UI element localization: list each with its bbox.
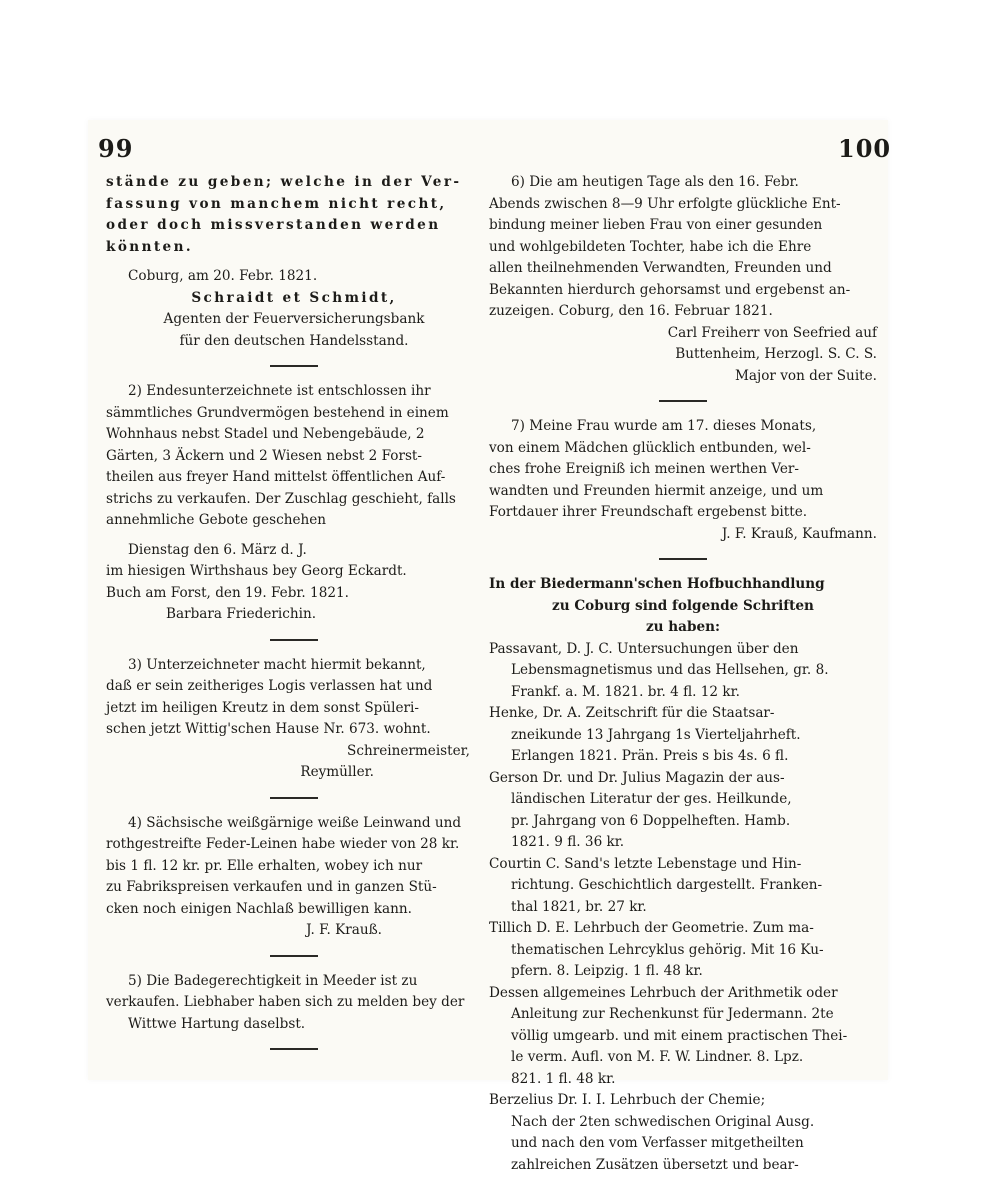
text-line: Fortdauer ihrer Freundschaft ergebenst bitte. (489, 504, 808, 520)
book-line: völlig umgearb. und mit einem practischen Thei- (511, 1027, 848, 1044)
signature: Buttenheim, Herzogl. S. C. S. (675, 346, 877, 362)
text-line: 3) Unterzeichneter macht hiermit bekannt, (128, 656, 426, 673)
book-entry (489, 768, 877, 854)
text-line: bis 1 fl. 12 kr. pr. Elle erhalten, wobey ich nur (106, 857, 423, 874)
book-line: Anleitung zur Rechenkunst für Jedermann. 2te (511, 1006, 834, 1022)
text-line: sämmtliches Grundvermögen bestehend in einem (106, 404, 449, 421)
signature-role: Schreinermeister, (347, 742, 470, 759)
signature: Carl Freiherr von Seefried auf (667, 324, 877, 341)
signature: J. F. Krauß. (306, 922, 382, 938)
text-line: strichs zu verkaufen. Der Zuschlag geschieht, falls (106, 490, 456, 507)
notice-4 (106, 813, 482, 942)
text-line: annehmliche Gebote geschehen (106, 512, 327, 528)
book-line: Tillich D. E. Lehrbuch der Geometrie. Zum ma- (489, 920, 814, 936)
book-line: 821. 1 fl. 48 kr. (511, 1070, 616, 1087)
divider (270, 955, 318, 957)
notice-3 (106, 655, 482, 784)
divider (270, 797, 318, 799)
book-line: ländischen Literatur der ges. Heilkunde, (511, 791, 792, 807)
right-column (489, 172, 877, 1176)
text-line: stände zu geben; welche in der Ver- (106, 174, 462, 190)
text-line: 5) Die Badegerechtigkeit in Meeder ist zu (128, 972, 418, 989)
text-line: fassung von manchem nicht recht, (106, 195, 447, 212)
text-line: verkaufen. Liebhaber haben sich zu melden bey der (106, 994, 465, 1010)
book-line: Berzelius Dr. I. I. Lehrbuch der Chemie; (489, 1092, 766, 1108)
signature: Major von der Suite. (735, 367, 877, 384)
text-line: könnten. (106, 238, 193, 255)
book-line: Erlangen 1821. Prän. Preis s bis 4s. 6 fl. (511, 748, 789, 764)
notice-place: im hiesigen Wirthshaus bey Georg Eckardt. (106, 563, 407, 579)
divider (270, 1048, 318, 1050)
text-line: Wittwe Hartung daselbst. (128, 1015, 306, 1032)
left-column (106, 172, 482, 1064)
book-line: le verm. Aufl. von M. F. W. Lindner. 8. Lpz. (511, 1049, 804, 1065)
notice-2 (106, 381, 482, 626)
notice-7 (489, 416, 877, 545)
text-line: daß er sein zeitheriges Logis verlassen hat und (106, 678, 433, 694)
book-line: Henke, Dr. A. Zeitschrift für die Staatsar- (489, 705, 775, 721)
firm-role: für den deutschen Handelsstand. (179, 332, 409, 349)
page-number-right: 100 (838, 134, 892, 163)
text-line: bindung meiner lieben Frau von einer gesunden (489, 217, 823, 233)
divider (659, 558, 707, 560)
bookshop-heading: In der Biedermann'schen Hofbuchhandlung (489, 576, 825, 592)
book-line: Nach der 2ten schwedischen Original Ausg. (511, 1113, 815, 1130)
text-line: und wohlgebildeten Tochter, habe ich die Ehre (489, 238, 812, 255)
book-line: und nach den vom Verfasser mitgetheilten (511, 1135, 804, 1151)
notice-5 (106, 971, 482, 1036)
notice-origin: Buch am Forst, den 19. Febr. 1821. (106, 584, 349, 601)
text-line: theilen aus freyer Hand mittelst öffentlichen Auf- (106, 469, 446, 485)
book-line: Courtin C. Sand's letzte Lebenstage und Hin- (489, 855, 802, 872)
text-line: 6) Die am heutigen Tage als den 16. Febr. (511, 174, 799, 190)
book-entry (489, 918, 877, 983)
notice-6 (489, 172, 877, 387)
text-line: Abends zwischen 8—9 Uhr erfolgte glückliche Ent- (489, 195, 841, 212)
book-line: zneikunde 13 Jahrgang 1s Vierteljahrheft. (511, 726, 801, 743)
book-line: thematischen Lehrcyklus gehörig. Mit 16 Ku- (511, 941, 824, 958)
book-entry (489, 854, 877, 919)
text-line: zu Fabrikspreisen verkaufen und in ganzen Stü- (106, 879, 437, 895)
book-entry (489, 983, 877, 1091)
book-entry (489, 639, 877, 704)
text-line: 4) Sächsische weißgärnige weiße Leinwand und (128, 814, 462, 831)
book-line: richtung. Geschichtlich dargestellt. Franken- (511, 877, 823, 893)
text-line: ches frohe Ereigniß ich meinen werthen Ver- (489, 461, 799, 477)
book-entry (489, 1090, 877, 1176)
date-line: Coburg, am 20. Febr. 1821. (128, 268, 318, 284)
book-line: 1821. 9 fl. 36 kr. (511, 834, 625, 850)
firm-role: Agenten der Feuerversicherungsbank (163, 311, 425, 327)
signature: Barbara Friederichin. (166, 606, 317, 622)
text-line: cken noch einigen Nachlaß bewilligen kann. (106, 900, 412, 917)
text-line: 7) Meine Frau wurde am 17. dieses Monats, (511, 418, 817, 434)
text-line: rothgestreifte Feder-Leinen habe wieder von 28 kr. (106, 836, 460, 852)
book-line: Frankf. a. M. 1821. br. 4 fl. 12 kr. (511, 683, 740, 700)
intro-paragraph (106, 172, 482, 258)
signature: Reymüller. (300, 764, 374, 780)
bookshop-heading: zu Coburg sind folgende Schriften (552, 597, 814, 614)
text-line: von einem Mädchen glücklich entbunden, wel- (489, 439, 811, 456)
book-line: pfern. 8. Leipzig. 1 fl. 48 kr. (511, 963, 703, 979)
text-line: oder doch missverstanden werden (106, 217, 441, 233)
text-line: jetzt im heiligen Kreutz in dem sonst Spüleri- (106, 699, 419, 716)
text-line: allen theilnehmenden Verwandten, Freunden und (489, 260, 832, 276)
text-line: Bekannten hierdurch gehorsamst und ergebenst an- (489, 281, 851, 298)
book-line: Passavant, D. J. C. Untersuchungen über den (489, 640, 799, 657)
notice-date: Dienstag den 6. März d. J. (128, 541, 307, 558)
text-line: zuzeigen. Coburg, den 16. Februar 1821. (489, 303, 773, 319)
book-line: Dessen allgemeines Lehrbuch der Arithmetik oder (489, 984, 838, 1001)
firm-name: Schraidt et Schmidt, (191, 289, 397, 306)
book-entry (489, 703, 877, 768)
signature: J. F. Krauß, Kaufmann. (721, 525, 877, 542)
book-line: pr. Jahrgang von 6 Doppelheften. Hamb. (511, 812, 791, 829)
text-line: Gärten, 3 Äckern und 2 Wiesen nebst 2 Forst- (106, 447, 422, 464)
book-line: Lebensmagnetismus und das Hellsehen, gr. 8. (511, 662, 829, 678)
text-line: 2) Endesunterzeichnete ist entschlossen ihr (128, 383, 431, 399)
bookshop-heading: zu haben: (645, 619, 721, 635)
text-line: Wohnhaus nebst Stadel und Nebengebäude, 2 (106, 426, 425, 442)
text-line: wandten und Freunden hiermit anzeige, und um (489, 482, 824, 499)
text-line: schen jetzt Wittig'schen Hause Nr. 673. wohnt. (106, 721, 431, 737)
divider (270, 365, 318, 367)
divider (270, 639, 318, 641)
book-line: Gerson Dr. und Dr. Julius Magazin der aus- (489, 769, 785, 786)
page-number-left: 99 (98, 134, 134, 163)
bookshop-advertisement (489, 574, 877, 1176)
book-line: zahlreichen Zusätzen übersetzt und bear- (511, 1156, 799, 1173)
book-line: thal 1821, br. 27 kr. (511, 898, 647, 915)
divider (659, 400, 707, 402)
